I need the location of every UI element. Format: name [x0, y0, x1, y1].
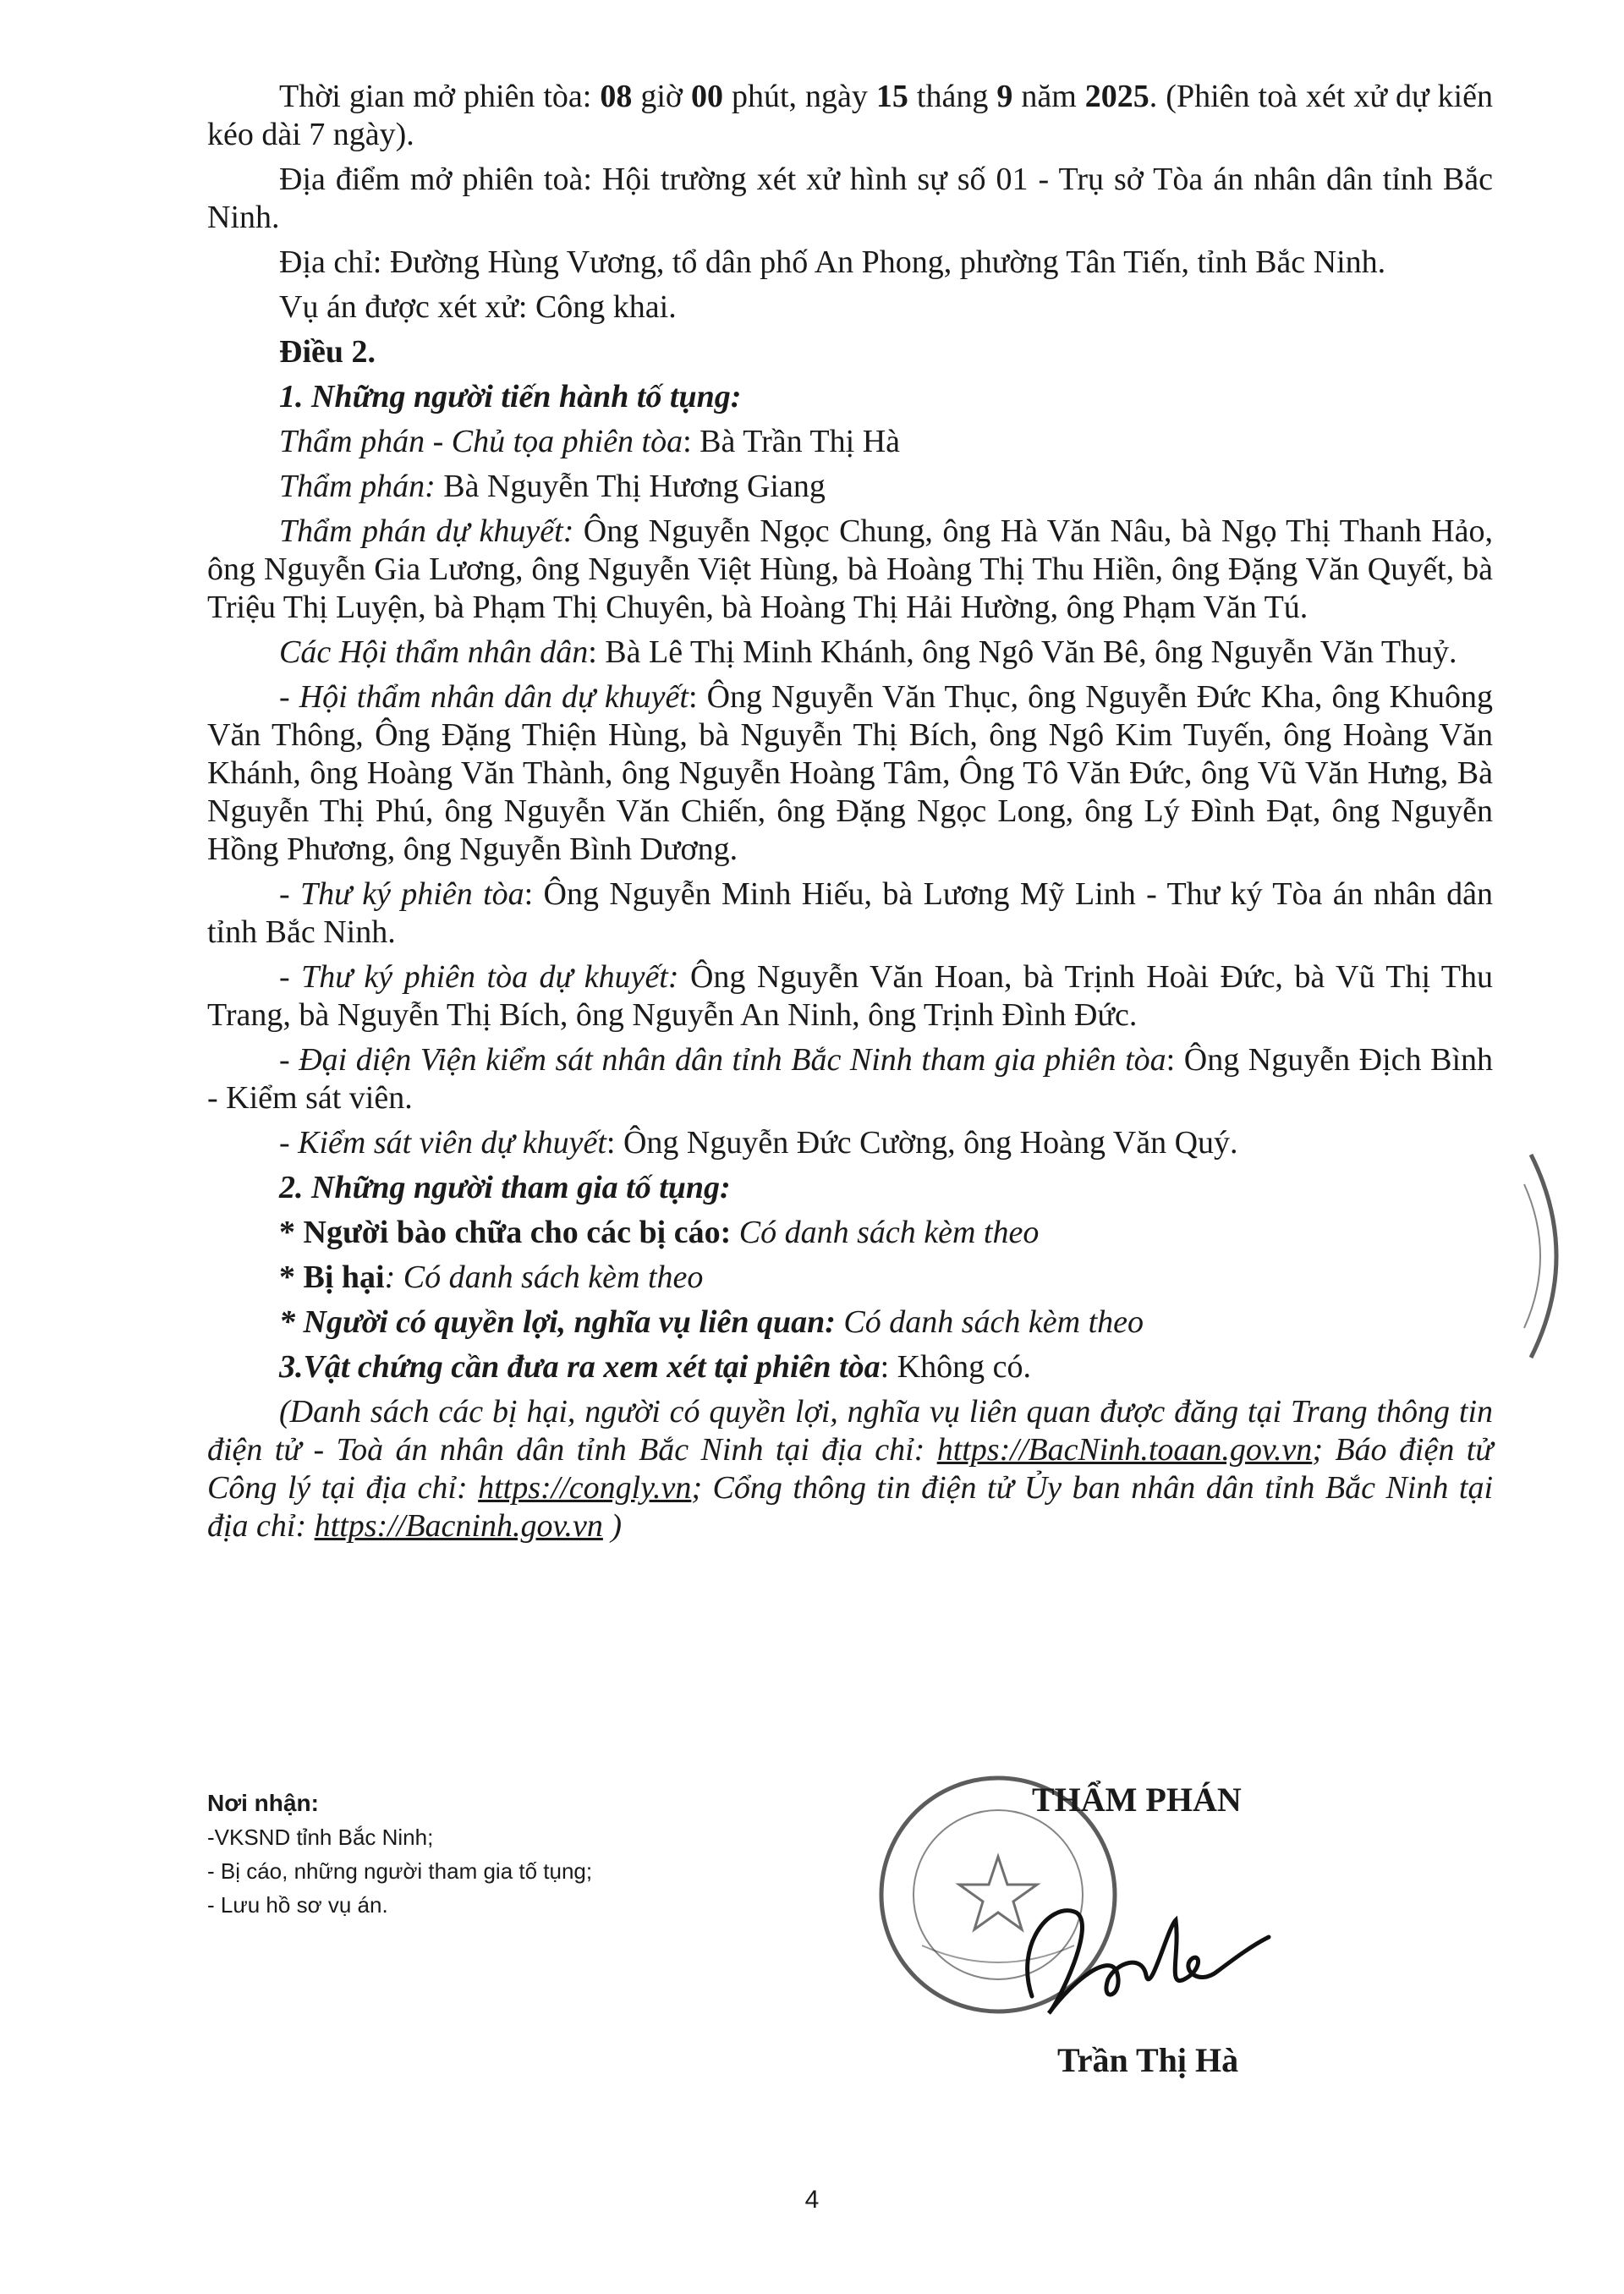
publication-note: (Danh sách các bị hại, người có quyền lợi, nghĩa vụ liên quan được đăng tại Trang thông tin điện tử - Toà án nhân dân tỉnh Bắc Ninh tại địa chỉ: https://BacNinh.toaan.gov.vn; Báo điện tử Công lý tại địa chỉ: https://congly.vn; Cổng thông tin điện tử Ủy ban nhân dân tỉnh Bắc Ninh tại địa chỉ: https://Bacninh.gov.vn ) — [207, 1394, 1493, 1544]
judge: Thẩm phán: Bà Nguyễn Thị Hương Giang — [279, 469, 826, 504]
alternate-clerks: - Thư ký phiên tòa dự khuyết: Ông Nguyễn Văn Hoan, bà Trịnh Hoài Đức, bà Vũ Thị Thu Trang, bà Nguyễn Thị Bích, ông Nguyễn An Ninh, ông Trịnh Đình Đức. — [207, 959, 1494, 1033]
recipient-item: -VKSND tỉnh Bắc Ninh; — [207, 1825, 434, 1850]
session-address: Địa chỉ: Đường Hùng Vương, tổ dân phố An Phong, phường Tân Tiến, tỉnh Bắc Ninh. — [279, 244, 1386, 280]
recipients-heading: Nơi nhận: — [207, 1790, 319, 1816]
signature-title: THẨM PHÁN — [1032, 1781, 1242, 1819]
signature-block — [871, 1742, 1345, 2098]
page-number: 4 — [804, 2186, 820, 2214]
link-toaan[interactable]: https://BacNinh.toaan.gov.vn — [936, 1432, 1313, 1468]
partial-stamp-icon — [1522, 1150, 1573, 1362]
link-congly[interactable]: https://congly.vn — [478, 1470, 692, 1506]
court-clerks: - Thư ký phiên tòa: Ông Nguyễn Minh Hiếu, bà Lương Mỹ Linh - Thư ký Tòa án nhân dân tỉnh Bắc Ninh. — [207, 876, 1493, 950]
presiding-judge: Thẩm phán - Chủ tọa phiên tòa: Bà Trần Thị Hà — [279, 424, 900, 459]
recipient-item: - Bị cáo, những người tham gia tố tụng; — [207, 1858, 593, 1884]
alternate-prosecutors: - Kiểm sát viên dự khuyết: Ông Nguyễn Đức Cường, ông Hoàng Văn Quý. — [279, 1125, 1238, 1161]
recipient-item: - Lưu hồ sơ vụ án. — [207, 1892, 388, 1918]
link-bacninh-gov[interactable]: https://Bacninh.gov.vn — [314, 1508, 603, 1544]
signer-name: Trần Thị Hà — [1057, 2041, 1239, 2079]
section-1-heading: 1. Những người tiến hành tố tụng: — [279, 379, 742, 414]
article-heading: Điều 2. — [279, 334, 376, 370]
alternate-assessors: - Hội thẩm nhân dân dự khuyết: Ông Nguyễn Văn Thục, ông Nguyễn Đức Kha, ông Khuông Văn Thông, Ông Đặng Thiện Hùng, bà Nguyễn Thị Bích, ông Ngô Kim Tuyến, ông Hoàng Văn Khánh, ông Hoàng Văn Thành, ông Nguyễn Hoàng Tâm, Ông Tô Văn Đức, ông Vũ Văn Hưng, Bà Nguyễn Thị Phú, ông Nguyễn Văn Chiến, ông Đặng Ngọc Long, ông Lý Đình Đạt, ông Nguyễn Hồng Phương, ông Nguyễn Bình Dương. — [207, 679, 1493, 867]
session-publicity: Vụ án được xét xử: Công khai. — [279, 289, 677, 325]
alternate-judges: Thẩm phán dự khuyết: Ông Nguyễn Ngọc Chung, ông Hà Văn Nâu, bà Ngọ Thị Thanh Hảo, ông Nguyễn Gia Lương, ông Nguyễn Việt Hùng, bà Hoàng Thị Thu Hiền, ông Đặng Văn Quyết, bà Triệu Thị Luyện, bà Phạm Thị Chuyên, bà Hoàng Thị Hải Hường, ông Phạm Văn Tú. — [207, 513, 1493, 625]
section-2-heading: 2. Những người tham gia tố tụng: — [279, 1170, 731, 1205]
people-assessors: Các Hội thẩm nhân dân: Bà Lê Thị Minh Khánh, ông Ngô Văn Bê, ông Nguyễn Văn Thuỷ. — [279, 634, 1457, 670]
document-body — [207, 78, 1493, 1552]
evidence: 3.Vật chứng cần đưa ra xem xét tại phiên tòa: Không có. — [279, 1349, 1031, 1385]
session-time: Thời gian mở phiên tòa: 08 giờ 00 phút, ngày 15 tháng 9 năm 2025. (Phiên toà xét xử dự kiến kéo dài 7 ngày). — [207, 79, 1493, 152]
defense-counsel: * Người bào chữa cho các bị cáo: Có danh sách kèm theo — [279, 1215, 1040, 1250]
related-parties: * Người có quyền lợi, nghĩa vụ liên quan: Có danh sách kèm theo — [279, 1304, 1144, 1340]
session-location: Địa điểm mở phiên toà: Hội trường xét xử hình sự số 01 - Trụ sở Tòa án nhân dân tỉnh Bắc Ninh. — [207, 162, 1493, 235]
recipients-block — [207, 1786, 799, 1922]
prosecutor: - Đại diện Viện kiểm sát nhân dân tỉnh Bắc Ninh tham gia phiên tòa: Ông Nguyễn Địch Bình - Kiểm sát viên. — [207, 1042, 1494, 1116]
victims: * Bị hại: Có danh sách kèm theo — [279, 1260, 704, 1295]
signature-icon — [998, 1878, 1277, 2039]
